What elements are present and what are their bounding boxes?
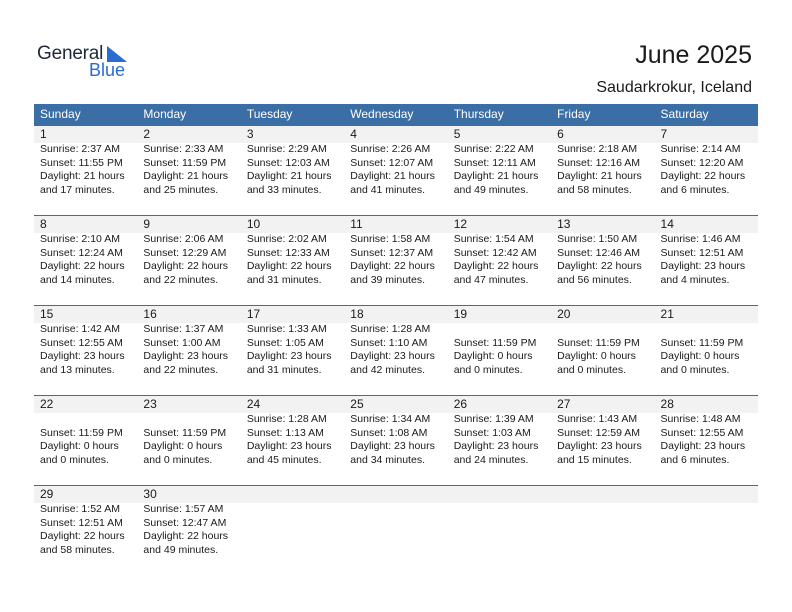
day-info-line: Daylight: 0 hours [143, 440, 223, 453]
day-info-line: Sunrise: 1:42 AM [40, 323, 120, 335]
day-number: 7 [660, 127, 668, 141]
day-cell [551, 143, 654, 197]
day-info-line [350, 503, 447, 517]
day-info-line: and 42 minutes. [350, 363, 425, 376]
calendar-week [34, 305, 758, 395]
day-number: 20 [557, 307, 571, 321]
weekday-label: Tuesday [246, 107, 293, 121]
day-info-line: and 0 minutes. [453, 363, 523, 376]
day-info-line: and 22 minutes. [143, 273, 219, 286]
day-info-line: Sunrise: 2:33 AM [143, 143, 224, 155]
calendar-week [34, 395, 758, 485]
day-info-line: Sunset: 11:55 PM [40, 156, 123, 169]
day-info-line: Daylight: 21 hours [143, 170, 229, 183]
day-info-line: Sunrise: 1:34 AM [350, 413, 431, 425]
day-info-line: Sunrise: 1:46 AM [660, 233, 741, 245]
day-number: 3 [246, 127, 254, 141]
weekday-label: Wednesday [350, 107, 414, 121]
day-info-line [350, 530, 447, 544]
day-info-line: Sunrise: 1:39 AM [453, 413, 534, 425]
day-info-line: Daylight: 22 hours [143, 260, 229, 273]
day-info-line: Sunrise: 1:37 AM [143, 323, 224, 335]
day-cell [551, 233, 654, 287]
day-number: 28 [660, 397, 674, 411]
day-info-line: Sunset: 12:33 AM [246, 246, 330, 259]
day-number: 1 [40, 127, 47, 141]
day-info-line: Sunrise: 2:26 AM [350, 143, 431, 155]
day-info-line [247, 503, 344, 517]
day-cell [448, 233, 551, 287]
day-info-line: Daylight: 22 hours [40, 260, 125, 273]
day-info-line [557, 517, 654, 531]
day-info-line: and 4 minutes. [660, 273, 730, 286]
day-info-line: Sunset: 12:42 AM [453, 246, 537, 259]
weekday-label: Monday [143, 107, 187, 121]
day-info-line: and 6 minutes. [660, 183, 730, 196]
day-info-line [247, 544, 344, 558]
day-info-line: Sunrise: 2:18 AM [557, 143, 638, 155]
day-cell [655, 503, 758, 557]
day-info-line: Sunset: 1:13 AM [246, 426, 324, 439]
day-info-line: Sunrise: 2:22 AM [453, 143, 534, 155]
day-number: 24 [246, 397, 261, 411]
day-info-line: Sunset: 12:59 AM [557, 426, 640, 439]
day-number: 14 [660, 217, 674, 231]
weekday-header [34, 104, 758, 125]
day-cell [655, 413, 758, 467]
weekday-label: Saturday [660, 107, 709, 121]
day-info-line [557, 530, 654, 544]
day-cell [137, 143, 240, 197]
day-info-line: Daylight: 23 hours [557, 440, 642, 453]
day-info-line: Sunrise: 1:58 AM [350, 233, 431, 245]
day-info-line: and 0 minutes. [143, 453, 213, 466]
day-number [655, 486, 758, 503]
day-info-line [557, 544, 654, 558]
day-info-line: and 58 minutes. [40, 543, 115, 556]
day-info-line: Sunset: 11:59 PM [143, 156, 227, 169]
day-info-line: Sunset: 12:37 AM [350, 246, 434, 259]
day-number: 30 [143, 487, 157, 501]
week-info-row [34, 233, 758, 287]
weekday-label: Friday [557, 107, 591, 121]
day-number: 26 [453, 397, 468, 411]
day-info-line: Sunset: 1:10 AM [350, 336, 428, 349]
day-info-line: and 6 minutes. [660, 453, 730, 466]
day-info-line: Sunrise: 2:29 AM [246, 143, 327, 155]
day-info-line: Sunset: 12:51 AM [40, 516, 123, 529]
day-info-line: and 33 minutes. [246, 183, 322, 196]
day-info-line: and 47 minutes. [453, 273, 529, 286]
week-date-row [34, 125, 758, 143]
day-info-line [557, 323, 654, 337]
day-cell [241, 503, 344, 557]
day-number: 19 [453, 307, 468, 321]
day-number: 6 [557, 127, 564, 141]
day-cell [344, 233, 447, 287]
location-label: Saudarkrokur, Iceland [596, 79, 752, 96]
day-info-line: and 34 minutes. [350, 453, 425, 466]
day-info-line: Sunset: 12:51 AM [660, 246, 744, 259]
day-cell [655, 233, 758, 287]
day-info-line [350, 517, 447, 531]
day-number: 18 [350, 307, 364, 321]
day-info-line: and 31 minutes. [246, 273, 322, 286]
day-info-line: Sunset: 11:59 PM [660, 336, 744, 349]
weekday-label: Thursday [453, 107, 504, 121]
day-info-line: Daylight: 0 hours [40, 440, 119, 453]
calendar [34, 104, 758, 575]
day-info-line: and 14 minutes. [40, 273, 115, 286]
day-info-line: Sunrise: 1:50 AM [557, 233, 638, 245]
day-info-line [661, 503, 758, 517]
day-info-line: Daylight: 23 hours [660, 260, 746, 273]
day-info-line: Daylight: 21 hours [350, 170, 435, 183]
week-date-row [34, 395, 758, 413]
day-info-line: Daylight: 22 hours [40, 530, 125, 543]
day-info-line: Sunset: 12:07 AM [350, 156, 434, 169]
logo-text-general: General [37, 43, 104, 64]
day-number: 27 [557, 397, 571, 411]
week-info-row [34, 323, 758, 377]
day-info-line: and 0 minutes. [40, 453, 109, 466]
day-info-line [557, 503, 654, 517]
day-info-line: and 17 minutes. [40, 183, 115, 196]
calendar-weeks [34, 125, 758, 575]
day-info-line: and 41 minutes. [350, 183, 425, 196]
day-info-line: Daylight: 23 hours [350, 350, 435, 363]
day-info-line: and 25 minutes. [143, 183, 219, 196]
day-info-line: Daylight: 23 hours [246, 350, 332, 363]
day-number: 12 [453, 217, 468, 231]
day-cell [551, 413, 654, 467]
weekday-label: Sunday [40, 107, 81, 121]
day-info-line: Daylight: 23 hours [660, 440, 746, 453]
day-info-line: Daylight: 22 hours [453, 260, 539, 273]
day-number: 25 [350, 397, 364, 411]
day-cell [344, 503, 447, 557]
day-info-line: Daylight: 23 hours [40, 350, 125, 363]
day-cell [551, 323, 654, 377]
day-cell [137, 323, 240, 377]
day-info-line: and 13 minutes. [40, 363, 115, 376]
day-cell [241, 143, 344, 197]
day-info-line: Daylight: 22 hours [246, 260, 332, 273]
day-info-line: Sunset: 12:24 AM [40, 246, 123, 259]
day-info-line: and 49 minutes. [453, 183, 529, 196]
day-info-line: Sunset: 12:16 AM [557, 156, 640, 169]
day-info-line [454, 530, 551, 544]
day-cell [241, 413, 344, 467]
calendar-week [34, 125, 758, 215]
day-info-line: Sunset: 11:59 PM [453, 336, 537, 349]
day-cell [655, 143, 758, 197]
day-info-line: Sunrise: 1:52 AM [40, 503, 120, 515]
day-cell [241, 323, 344, 377]
day-number: 16 [143, 307, 157, 321]
day-info-line [143, 413, 240, 427]
day-cell [344, 413, 447, 467]
day-cell [448, 413, 551, 467]
day-info-line: Sunset: 1:03 AM [453, 426, 531, 439]
day-info-line [40, 413, 137, 427]
day-info-line: and 0 minutes. [660, 363, 730, 376]
day-info-line: Daylight: 23 hours [143, 350, 229, 363]
day-cell [137, 233, 240, 287]
day-info-line: Sunrise: 2:14 AM [660, 143, 741, 155]
day-info-line: and 22 minutes. [143, 363, 219, 376]
day-info-line: Daylight: 21 hours [40, 170, 125, 183]
day-number: 13 [557, 217, 571, 231]
day-info-line [454, 517, 551, 531]
day-number [448, 486, 551, 503]
page-title: June 2025 [635, 41, 752, 69]
week-info-row [34, 503, 758, 557]
day-info-line: and 15 minutes. [557, 453, 632, 466]
day-cell [448, 143, 551, 197]
day-info-line: Daylight: 23 hours [246, 440, 332, 453]
day-info-line [661, 323, 758, 337]
day-info-line: Sunrise: 1:54 AM [453, 233, 534, 245]
logo-text-blue: Blue [89, 60, 126, 80]
day-number: 23 [143, 397, 157, 411]
day-info-line: and 39 minutes. [350, 273, 425, 286]
day-info-line: Sunrise: 1:43 AM [557, 413, 638, 425]
day-info-line: Sunset: 1:05 AM [246, 336, 324, 349]
day-info-line: Sunset: 1:00 AM [143, 336, 221, 349]
week-info-row [34, 143, 758, 197]
day-info-line: Daylight: 21 hours [453, 170, 539, 183]
day-info-line: and 49 minutes. [143, 543, 219, 556]
day-info-line [247, 530, 344, 544]
day-info-line: Sunrise: 1:48 AM [660, 413, 741, 425]
day-info-line: Daylight: 22 hours [143, 530, 229, 543]
day-info-line: Sunset: 12:03 AM [246, 156, 330, 169]
day-cell [448, 503, 551, 557]
day-info-line: Daylight: 22 hours [350, 260, 435, 273]
day-info-line: Daylight: 21 hours [246, 170, 332, 183]
day-cell [34, 233, 137, 287]
day-info-line: and 56 minutes. [557, 273, 632, 286]
brand-logo [37, 44, 137, 80]
day-cell [34, 143, 137, 197]
day-info-line: Sunrise: 2:37 AM [40, 143, 120, 155]
day-info-line: Daylight: 0 hours [660, 350, 740, 363]
calendar-week [34, 485, 758, 575]
day-info-line [661, 530, 758, 544]
day-number: 17 [246, 307, 261, 321]
day-number: 8 [40, 217, 47, 231]
week-date-row [34, 305, 758, 323]
day-cell [34, 503, 137, 557]
day-info-line: Sunset: 11:59 PM [40, 426, 123, 439]
day-number: 21 [660, 307, 674, 321]
week-info-row [34, 413, 758, 467]
day-cell [241, 233, 344, 287]
day-cell [137, 413, 240, 467]
day-info-line: Sunset: 12:11 AM [453, 156, 536, 169]
day-number: 29 [40, 487, 54, 501]
day-info-line: Sunrise: 1:33 AM [246, 323, 327, 335]
day-number [344, 486, 447, 503]
day-info-line: Sunrise: 1:57 AM [143, 503, 224, 515]
day-info-line: Sunset: 1:08 AM [350, 426, 428, 439]
day-number [551, 486, 654, 503]
day-info-line: and 45 minutes. [246, 453, 322, 466]
day-info-line: Daylight: 22 hours [557, 260, 642, 273]
day-info-line [350, 544, 447, 558]
day-info-line [247, 517, 344, 531]
day-info-line [454, 323, 551, 337]
day-info-line [454, 503, 551, 517]
day-info-line: Sunrise: 2:10 AM [40, 233, 120, 245]
day-cell [448, 323, 551, 377]
day-info-line: Sunset: 12:55 AM [660, 426, 744, 439]
day-info-line: Sunrise: 1:28 AM [246, 413, 327, 425]
calendar-week [34, 215, 758, 305]
day-info-line: Daylight: 23 hours [350, 440, 435, 453]
day-info-line: and 31 minutes. [246, 363, 322, 376]
day-cell [655, 323, 758, 377]
day-info-line: and 24 minutes. [453, 453, 529, 466]
day-info-line [454, 544, 551, 558]
day-cell [344, 323, 447, 377]
day-info-line [661, 544, 758, 558]
day-number: 15 [40, 307, 54, 321]
week-date-row [34, 215, 758, 233]
week-date-row [34, 485, 758, 503]
day-info-line: and 0 minutes. [557, 363, 626, 376]
day-cell [137, 503, 240, 557]
day-info-line: Daylight: 21 hours [557, 170, 642, 183]
day-info-line [661, 517, 758, 531]
day-cell [34, 413, 137, 467]
day-cell [551, 503, 654, 557]
day-info-line: Sunset: 12:20 AM [660, 156, 744, 169]
day-info-line: Sunrise: 2:02 AM [246, 233, 327, 245]
day-info-line: Sunset: 12:55 AM [40, 336, 123, 349]
day-info-line: Sunrise: 1:28 AM [350, 323, 431, 335]
day-info-line: Sunset: 11:59 PM [557, 336, 640, 349]
day-number: 9 [143, 217, 151, 231]
day-number: 5 [453, 127, 461, 141]
day-number: 4 [350, 127, 357, 141]
day-info-line: Daylight: 23 hours [453, 440, 539, 453]
day-info-line: Sunset: 12:29 AM [143, 246, 227, 259]
day-info-line: Sunrise: 2:06 AM [143, 233, 224, 245]
day-info-line: Daylight: 0 hours [557, 350, 636, 363]
day-info-line: and 58 minutes. [557, 183, 632, 196]
day-number: 11 [350, 217, 363, 231]
day-number [241, 486, 344, 503]
day-cell [34, 323, 137, 377]
day-info-line: Sunset: 11:59 PM [143, 426, 227, 439]
day-info-line: Daylight: 22 hours [660, 170, 746, 183]
day-number: 22 [40, 397, 54, 411]
day-info-line: Sunset: 12:46 AM [557, 246, 640, 259]
day-info-line: Daylight: 0 hours [453, 350, 533, 363]
day-number: 2 [143, 127, 151, 141]
day-cell [344, 143, 447, 197]
day-number: 10 [246, 217, 261, 231]
day-info-line: Sunset: 12:47 AM [143, 516, 227, 529]
